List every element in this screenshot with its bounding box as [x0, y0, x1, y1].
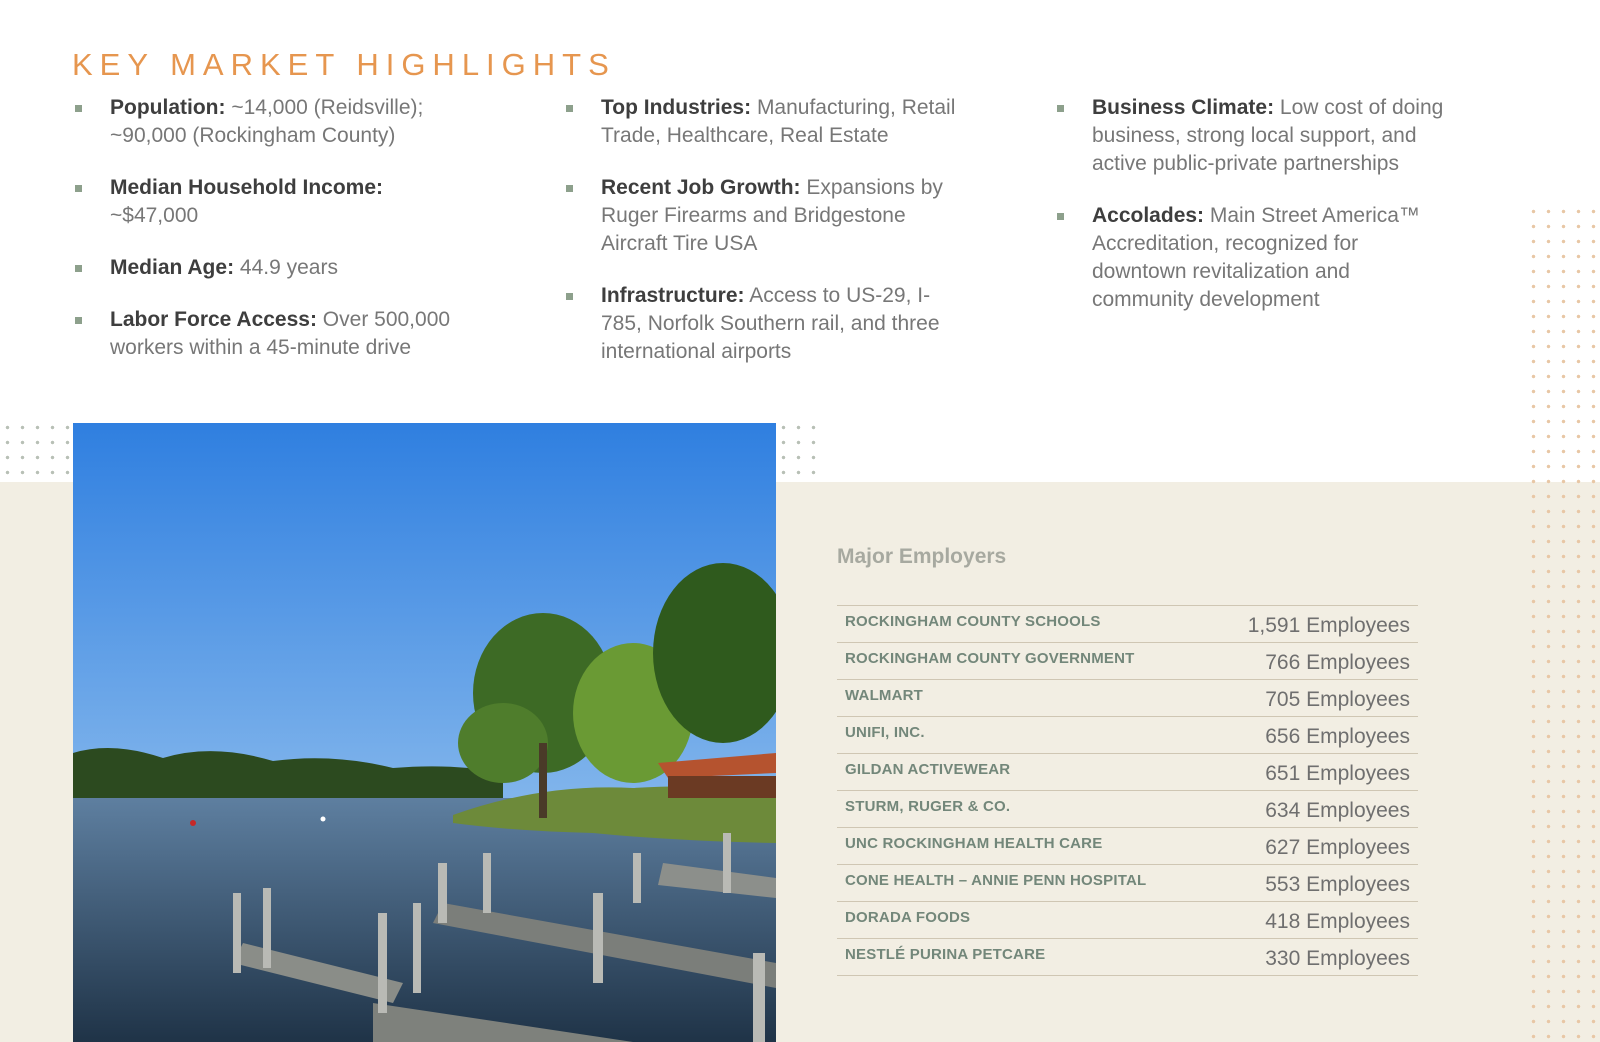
highlight-text: Manufacturing, Retail Trade, Healthcare, Real Estate: [601, 96, 956, 147]
table-row: [837, 754, 1418, 791]
highlight-label: Infrastructure:: [601, 284, 745, 307]
highlight-label: Median Household Income:: [110, 176, 384, 199]
bullet-square-icon: [75, 105, 82, 112]
table-row: [837, 939, 1418, 976]
employers-table: [837, 605, 1418, 976]
employee-count: 330 Employees: [1265, 947, 1410, 970]
employer-name: UNIFI, INC.: [845, 723, 925, 741]
highlight-text: Expansions by Ruger Firearms and Bridgestone Aircraft Tire USA: [601, 176, 943, 255]
highlight-item-population: [72, 94, 472, 150]
highlight-label: Business Climate:: [1092, 96, 1275, 119]
bullet-square-icon: [75, 185, 82, 192]
employee-count: 705 Employees: [1265, 688, 1410, 711]
employee-count: 418 Employees: [1265, 910, 1410, 933]
employee-count: 651 Employees: [1265, 762, 1410, 785]
bullet-square-icon: [566, 185, 573, 192]
table-row: [837, 606, 1418, 643]
employee-count: 766 Employees: [1265, 651, 1410, 674]
highlight-text: ~14,000 (Reidsville); ~90,000 (Rockingham County): [110, 96, 424, 147]
highlight-label: Labor Force Access:: [110, 308, 317, 331]
lake-dock-photo: [73, 423, 776, 1042]
highlight-text: Access to US-29, I-785, Norfolk Southern rail, and three international airports: [601, 284, 940, 363]
highlight-label: Population:: [110, 96, 226, 119]
decorative-dot-pattern-right: [1526, 204, 1600, 1042]
employer-name: WALMART: [845, 686, 924, 704]
employer-name: NESTLÉ PURINA PETCARE: [845, 945, 1046, 963]
table-row: [837, 680, 1418, 717]
highlight-item-median-age: [72, 254, 472, 282]
highlight-item-business-climate: [1054, 94, 1454, 178]
employee-count: 656 Employees: [1265, 725, 1410, 748]
employee-count: 627 Employees: [1265, 836, 1410, 859]
highlight-text: ~$47,000: [110, 204, 199, 227]
table-row: [837, 791, 1418, 828]
highlights-column-3: [1054, 94, 1454, 338]
employee-count: 553 Employees: [1265, 873, 1410, 896]
highlights-column-2: [563, 94, 963, 390]
decorative-dot-pattern-middle: [776, 420, 822, 478]
major-employers-title: Major Employers: [837, 545, 1007, 568]
employer-name: GILDAN ACTIVEWEAR: [845, 760, 1011, 778]
decorative-dot-pattern-left: [0, 420, 72, 478]
employee-count: 1,591 Employees: [1247, 614, 1410, 637]
highlight-text: 44.9 years: [234, 256, 338, 279]
table-row: [837, 902, 1418, 939]
employer-name: ROCKINGHAM COUNTY SCHOOLS: [845, 612, 1101, 630]
highlight-item-accolades: [1054, 202, 1454, 314]
highlight-label: Top Industries:: [601, 96, 752, 119]
employer-name: UNC ROCKINGHAM HEALTH CARE: [845, 834, 1103, 852]
table-row: [837, 865, 1418, 902]
table-row: [837, 828, 1418, 865]
highlight-text: Main Street America™ Accreditation, recognized for downtown revitalization and community development: [1092, 204, 1420, 311]
bullet-square-icon: [1057, 105, 1064, 112]
employer-name: CONE HEALTH – ANNIE PENN HOSPITAL: [845, 871, 1147, 889]
bullet-square-icon: [75, 265, 82, 272]
highlight-text: Low cost of doing business, strong local support, and active public-private partnerships: [1092, 96, 1444, 175]
highlight-label: Recent Job Growth:: [601, 176, 801, 199]
highlight-text: Over 500,000 workers within a 45-minute drive: [110, 308, 451, 359]
highlight-item-job-growth: [563, 174, 963, 258]
highlight-item-labor-force: [72, 306, 472, 362]
page-title: KEY MARKET HIGHLIGHTS: [72, 46, 616, 82]
highlight-label: Accolades:: [1092, 204, 1205, 227]
table-row: [837, 643, 1418, 680]
bullet-square-icon: [566, 105, 573, 112]
bullet-square-icon: [1057, 213, 1064, 220]
employer-name: STURM, RUGER & CO.: [845, 797, 1011, 815]
highlights-column-1: [72, 94, 472, 386]
bullet-square-icon: [75, 317, 82, 324]
highlight-item-infrastructure: [563, 282, 963, 366]
employer-name: DORADA FOODS: [845, 908, 971, 926]
highlight-item-top-industries: [563, 94, 963, 150]
highlight-label: Median Age:: [110, 256, 235, 279]
highlight-item-income: [72, 174, 472, 230]
table-row: [837, 717, 1418, 754]
employer-name: ROCKINGHAM COUNTY GOVERNMENT: [845, 649, 1135, 667]
bullet-square-icon: [566, 293, 573, 300]
employee-count: 634 Employees: [1265, 799, 1410, 822]
